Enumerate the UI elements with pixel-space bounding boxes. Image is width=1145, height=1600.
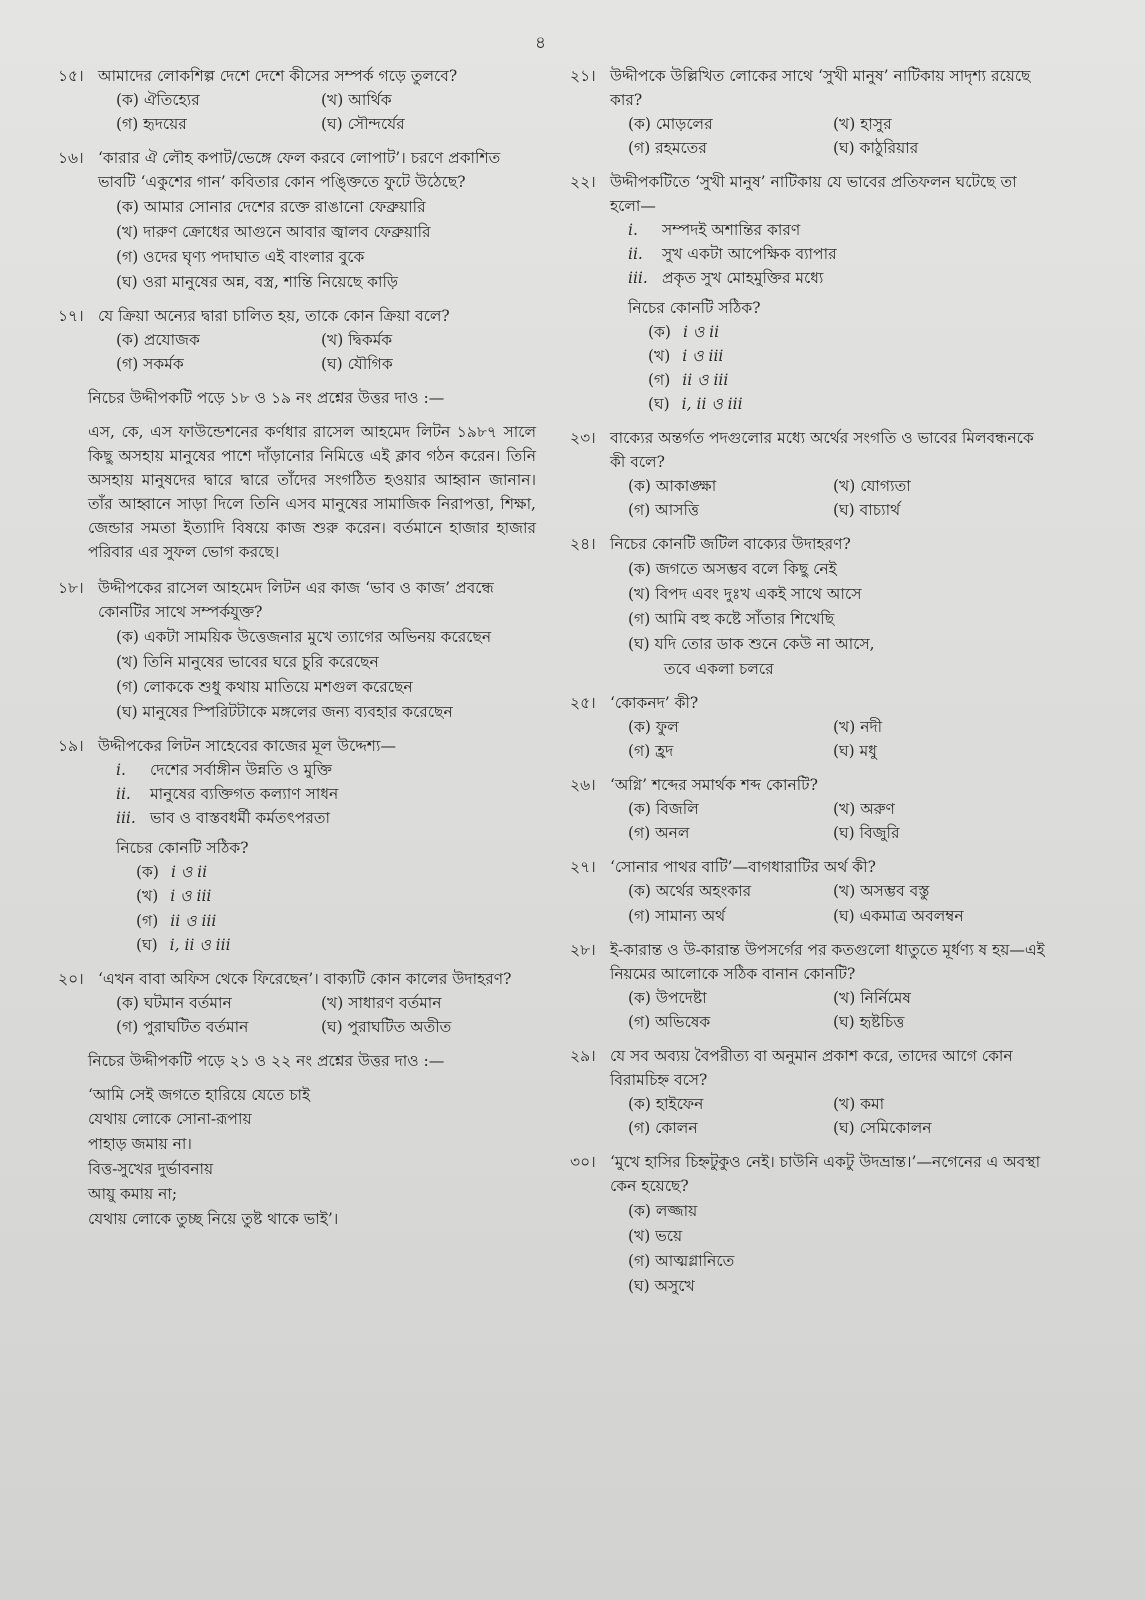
poem-line: যেথায় লোকে তুচ্ছ নিয়ে তুষ্ট থাকে ভাই’।	[88, 1209, 339, 1228]
option-ka: (ক) ঐতিহ্যের	[116, 91, 200, 110]
statement	[116, 782, 536, 806]
question-17	[58, 304, 536, 376]
option-kha: (খ) অরুণ	[833, 800, 895, 819]
option-ga: (গ) সামান্য অর্থ	[628, 906, 726, 925]
stimulus-passage: এস, কে, এস ফাউন্ডেশনের কর্ণধার রাসেল আহমেদ লিটন ১৯৮৭ সালে কিছু অসহায় মানুষের পাশে দাঁড়ানোর নিমিত্তে এই ক্লাব গঠন করেন। তিনি অসহায় মানুষদের দ্বারে দ্বারে তাঁদের সংগঠিত হওয়ার আহ্বান জানান। তাঁর আহ্বানে সাড়া দিলে তিনি এসব মানুষের সামাজিক নিরাপত্তা, শিক্ষা, জেন্ডার সমতা ইত্যাদি বিষয়ে কাজ শুরু করেন। বর্তমানে হাজার হাজার পরিবার এর সুফল ভোগ করছে।	[88, 423, 536, 562]
statement-text: প্রকৃত সুখ মোহমুক্তির মধ্যে	[662, 269, 824, 288]
question-number: ৩০।	[570, 1152, 596, 1171]
question-19	[58, 734, 536, 956]
option-kha	[136, 884, 536, 908]
option-kha: (খ) দারুণ ক্রোধের আগুনে আবার জ্বালব ফেব্রুয়ারি	[116, 223, 431, 242]
option-ka: (ক) প্রযোজক	[116, 331, 200, 350]
option-kha	[648, 344, 1048, 368]
option-ka: (ক) মোড়লের	[628, 115, 713, 134]
statement	[628, 218, 1048, 242]
option-label: (ক)	[136, 863, 159, 882]
question-text: ‘মুখে হাসির চিহ্নটুকুও নেই। চাউনি একটু উদভ্রান্ত।’—নগেনের এ অবস্থা কেন হয়েছে?	[610, 1152, 1041, 1195]
question-27	[570, 855, 1048, 927]
which-correct-prompt: নিচের কোনটি সঠিক?	[628, 299, 761, 318]
option-ka: (ক) লজ্জায়	[628, 1201, 698, 1220]
statement-numeral: i.	[116, 761, 126, 780]
statement	[628, 242, 1048, 266]
question-text: আমাদের লোকশিল্প দেশে দেশে কীসের সম্পর্ক গড়ে তুলবে?	[98, 67, 458, 85]
option-ka: (ক) একটা সাময়িক উত্তেজনার মুখে ত্যাগের অভিনয় করেছেন	[116, 628, 492, 647]
option-ga: (গ) পুরাঘটিত বর্তমান	[116, 1017, 249, 1036]
option-ka	[648, 320, 1048, 344]
statement-numeral: ii.	[116, 785, 131, 804]
statement-numeral: ii.	[628, 245, 643, 264]
question-text: ‘কারার ঐ লৌহ কপাট/ভেঙ্গে ফেল করবে লোপাট’। চরণে প্রকাশিত ভাবটি ‘একুশের গান’ কবিতার কোন পঙ্ক্তিতে ফুটে উঠেছে?	[98, 149, 501, 192]
question-25	[570, 691, 1048, 763]
option-ka: (ক) আকাঙ্ক্ষা	[628, 477, 717, 496]
option-value: i ও iii	[170, 887, 212, 906]
question-number: ১৮।	[58, 579, 84, 598]
option-gha: (ঘ) মধু	[833, 742, 877, 761]
question-18	[58, 576, 536, 724]
question-24	[570, 532, 1048, 681]
question-number: ২০।	[58, 969, 84, 988]
statement-text: সম্পদই অশান্তির কারণ	[662, 221, 801, 240]
stimulus-poem	[88, 1083, 536, 1232]
option-kha: (খ) তিনি মানুষের ভাবের ঘরে চুরি করেছেন	[116, 653, 379, 672]
page-number: ৪	[535, 33, 547, 53]
poem-line: যেথায় লোকে সোনা-রূপায়	[88, 1110, 252, 1129]
option-kha: (খ) দ্বিকর্মক	[321, 331, 393, 350]
option-ga	[136, 909, 536, 933]
question-29	[570, 1044, 1048, 1140]
poem-line: ‘আমি সেই জগতে হারিয়ে যেতে চাই	[88, 1085, 311, 1104]
option-label: (খ)	[136, 887, 159, 906]
statement-text: মানুষের ব্যক্তিগত কল্যাণ সাধন	[150, 785, 339, 804]
option-ga: (গ) আমি বহু কষ্টে সাঁতার শিখেছি	[628, 610, 835, 629]
question-text: উদ্দীপকে উল্লিখিত লোকের সাথে ‘সুখী মানুষ’ নাটিকায় সাদৃশ্য রয়েছে কার?	[610, 67, 1031, 110]
option-ka: (ক) উপদেষ্টা	[628, 988, 707, 1007]
option-gha: (ঘ) বাচ্যার্থ	[833, 501, 901, 520]
question-number: ২৯।	[570, 1046, 596, 1065]
question-number: ২৫।	[570, 694, 596, 713]
instruction-18-19: নিচের উদ্দীপকটি পড়ে ১৮ ও ১৯ নং প্রশ্নের উত্তর দাও :—	[88, 389, 445, 408]
option-gha: (ঘ) বিজুরি	[833, 824, 900, 843]
question-number: ২৬।	[570, 776, 596, 795]
question-number: ২৭।	[570, 858, 596, 877]
question-number: ২২।	[570, 173, 596, 192]
option-ga: (গ) অনল	[628, 824, 690, 843]
option-gha: (ঘ) পুরাঘটিত অতীত	[321, 1017, 452, 1036]
option-kha: (খ) নির্নিমেষ	[833, 988, 911, 1007]
question-28	[570, 938, 1048, 1034]
option-gha: (ঘ) ওরা মানুষের অন্ন, বস্ত্র, শান্তি নিয়েছে কাড়ি	[116, 273, 398, 292]
option-gha: (ঘ) সেমিকোলন	[833, 1118, 932, 1137]
option-kha: (খ) অসম্ভব বস্তু	[833, 882, 930, 901]
option-ga: (গ) ওদের ঘৃণ্য পদাঘাত এই বাংলার বুকে	[116, 248, 365, 267]
option-kha: (খ) যোগ্যতা	[833, 477, 911, 496]
option-ga	[648, 368, 1048, 392]
option-gha	[648, 392, 1048, 416]
question-text: ‘এখন বাবা অফিস থেকে ফিরেছেন’। বাক্যটি কোন কালের উদাহরণ?	[98, 969, 512, 988]
statement	[628, 266, 1048, 290]
option-gha-continuation: তবে একলা চলরে	[664, 660, 774, 679]
question-number: ১৯।	[58, 737, 84, 756]
question-16	[58, 146, 536, 294]
question-22	[570, 170, 1048, 416]
instruction-21-22: নিচের উদ্দীপকটি পড়ে ২১ ও ২২ নং প্রশ্নের উত্তর দাও :—	[88, 1051, 445, 1070]
option-ka: (ক) বিজলি	[628, 800, 699, 819]
option-ka: (ক) অর্থের অহংকার	[628, 882, 752, 901]
option-ka: (ক) হাইফেন	[628, 1094, 704, 1113]
option-value: i, ii ও iii	[169, 935, 231, 954]
question-15	[58, 64, 536, 136]
statement-numeral: iii.	[116, 809, 136, 828]
option-value: ii ও iii	[682, 371, 729, 390]
option-gha	[136, 933, 536, 957]
option-ka: (ক) জগতে অসম্ভব বলে কিছু নেই	[628, 560, 837, 579]
option-kha: (খ) নদী	[833, 718, 883, 737]
option-value: i ও ii	[170, 863, 208, 882]
question-text: উদ্দীপকের রাসেল আহমেদ লিটন এর কাজ ‘ভাব ও কাজ’ প্রবন্ধে কোনটির সাথে সম্পর্কযুক্ত?	[98, 579, 494, 622]
option-kha: (খ) আর্থিক	[321, 91, 392, 110]
option-gha: (ঘ) যদি তোর ডাক শুনে কেউ না আসে,	[628, 635, 875, 654]
option-ga: (গ) লোককে শুধু কথায় মাতিয়ে মশগুল করেছেন	[116, 678, 413, 697]
option-ka: (ক) ঘটমান বর্তমান	[116, 993, 232, 1012]
question-number: ১৫।	[58, 67, 84, 85]
option-ga: (গ) হ্রদ	[628, 742, 674, 761]
option-gha: (ঘ) হৃষ্টচিত্ত	[833, 1012, 905, 1031]
option-value: i, ii ও iii	[681, 395, 743, 414]
option-ga: (গ) আসত্তি	[628, 501, 700, 520]
option-ga: (গ) রহমতের	[628, 139, 707, 158]
poem-line: পাহাড় জমায় না।	[88, 1135, 192, 1154]
question-number: ২৮।	[570, 940, 596, 959]
question-21	[570, 64, 1048, 160]
option-kha: (খ) কমা	[833, 1094, 885, 1113]
option-gha: (ঘ) মানুষের স্পিরিটটাকে মঙ্গলের জন্য ব্যবহার করেছেন	[116, 703, 453, 722]
right-column	[570, 64, 1048, 1308]
which-correct-prompt: নিচের কোনটি সঠিক?	[116, 839, 249, 858]
question-20	[58, 967, 536, 1039]
statement-text: দেশের সর্বাঙ্গীন উন্নতি ও মুক্তি	[150, 761, 332, 780]
statement-numeral: i.	[628, 221, 638, 240]
poem-line: বিত্ত-সুখের দুর্ভাবনায়	[88, 1159, 214, 1178]
option-gha: (ঘ) যৌগিক	[321, 355, 393, 374]
option-gha: (ঘ) অসুখে	[628, 1276, 695, 1295]
option-value: ii ও iii	[170, 911, 217, 930]
option-label: (গ)	[136, 911, 159, 930]
question-number: ১৬।	[58, 149, 84, 168]
option-ga: (গ) কোলন	[628, 1118, 698, 1137]
question-text: ই-কারান্ত ও উ-কারান্ত উপসর্গের পর কতগুলো ধাতুতে মূর্ধণ্য ষ হয়—এই নিয়মের আলোকে সঠিক বানান কোনটি?	[610, 940, 1045, 983]
option-kha: (খ) বিপদ এবং দুঃখ একই সাথে আসে	[628, 585, 862, 604]
option-kha: (খ) হাসুর	[833, 115, 892, 134]
option-kha: (খ) ভয়ে	[628, 1226, 683, 1245]
question-23	[570, 426, 1048, 522]
question-text: যে সব অব্যয় বৈপরীত্য বা অনুমান প্রকাশ করে, তাদের আগে কোন বিরামচিহ্ন বসে?	[610, 1046, 1013, 1089]
option-label: (ঘ)	[136, 935, 158, 954]
question-number: ২১।	[570, 67, 596, 85]
statement-text: ভাব ও বাস্তবধর্মী কর্মতৎপরতা	[150, 809, 331, 828]
option-gha: (ঘ) সৌন্দর্যের	[321, 115, 405, 134]
option-ka: (ক) আমার সোনার দেশের রক্তে রাঙানো ফেব্রুয়ারি	[116, 198, 426, 217]
option-ka: (ক) ফুল	[628, 718, 679, 737]
option-kha: (খ) সাধারণ বর্তমান	[321, 993, 442, 1012]
option-ga: (গ) আত্মগ্লানিতে	[628, 1251, 735, 1270]
statement-text: সুখ একটা আপেক্ষিক ব্যাপার	[662, 245, 837, 264]
statement	[116, 806, 536, 830]
option-ga: (গ) হৃদয়ের	[116, 115, 187, 134]
question-text: উদ্দীপকটিতে ‘সুখী মানুষ’ নাটিকায় যে ভাবের প্রতিফলন ঘটেছে তা হলো—	[610, 173, 1017, 216]
question-text: ‘কোকনদ’ কী?	[610, 694, 699, 713]
option-label: (ক)	[648, 323, 671, 342]
option-ga: (গ) সকর্মক	[116, 355, 184, 374]
question-text: ‘অগ্নি’ শব্দের সমার্থক শব্দ কোনটি?	[610, 776, 818, 795]
option-label: (ঘ)	[648, 395, 670, 414]
question-30	[570, 1150, 1048, 1298]
left-column	[58, 64, 536, 1231]
question-text: নিচের কোনটি জটিল বাক্যের উদাহরণ?	[610, 535, 851, 554]
option-ka	[136, 860, 536, 884]
option-value: i ও iii	[682, 347, 724, 366]
question-text: উদ্দীপকের লিটন সাহেবের কাজের মূল উদ্দেশ্য—	[98, 737, 396, 756]
question-text: যে ক্রিয়া অন্যের দ্বারা চালিত হয়, তাকে কোন ক্রিয়া বলে?	[98, 307, 450, 326]
option-label: (গ)	[648, 371, 671, 390]
option-value: i ও ii	[682, 323, 720, 342]
option-label: (খ)	[648, 347, 671, 366]
question-26	[570, 773, 1048, 845]
question-number: ২৪।	[570, 535, 596, 554]
question-text: বাক্যের অন্তর্গত পদগুলোর মধ্যে অর্থের সংগতি ও ভাবের মিলবন্ধনকে কী বলে?	[610, 429, 1034, 472]
question-number: ১৭।	[58, 307, 84, 326]
poem-line: আয়ু কমায় না;	[88, 1184, 178, 1203]
statement	[116, 758, 536, 782]
question-text: ‘সোনার পাথর বাটি’—বাগধারাটির অর্থ কী?	[610, 858, 876, 877]
statement-numeral: iii.	[628, 269, 648, 288]
option-ga: (গ) অভিষেক	[628, 1012, 711, 1031]
option-gha: (ঘ) একমাত্র অবলম্বন	[833, 906, 964, 925]
option-gha: (ঘ) কাঠুরিয়ার	[833, 139, 919, 158]
question-number: ২৩।	[570, 429, 596, 448]
